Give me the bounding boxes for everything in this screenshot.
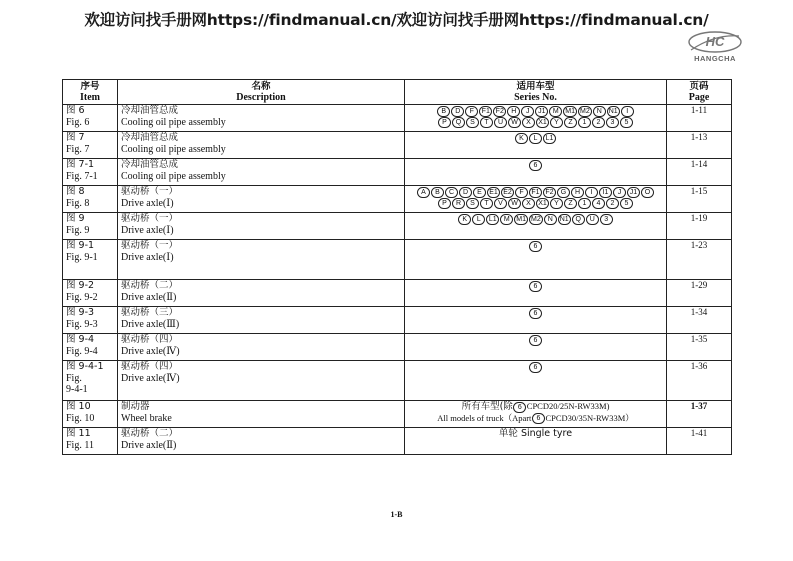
item-label: 图 10 <box>66 401 91 412</box>
series-cell <box>405 213 667 240</box>
series-text: 所有车型(除 <box>461 401 513 412</box>
series-code: M <box>500 214 513 225</box>
page-number: 1-29 <box>690 280 708 290</box>
series-code: T <box>480 198 493 209</box>
description-cell <box>118 307 405 334</box>
series-code: M2 <box>531 215 541 223</box>
series-code: Y <box>550 198 563 209</box>
item-label: Fig. 9-3 <box>66 318 98 330</box>
series-code: 4 <box>592 198 605 209</box>
series-cell <box>405 132 667 159</box>
series-code: R <box>452 198 465 209</box>
table-row <box>63 428 732 455</box>
description-cell <box>118 132 405 159</box>
series-code: L1 <box>486 214 499 225</box>
hangcha-logo-mark <box>685 30 745 56</box>
series-code: K <box>515 133 528 144</box>
series-code-line <box>408 105 663 117</box>
description-label: 驱动桥（一） <box>121 213 179 224</box>
series-text-line <box>408 413 663 425</box>
series-code: F <box>515 187 528 198</box>
item-label: 图 9-4 <box>66 334 95 345</box>
series-code-line <box>408 198 663 210</box>
page-number: 1-41 <box>690 428 708 438</box>
page-number: 1-15 <box>690 186 708 196</box>
description-cell <box>118 105 405 132</box>
description-label: Wheel brake <box>121 412 172 424</box>
series-code: X1 <box>536 198 549 209</box>
series-code: J <box>521 106 534 117</box>
page-number: 1-23 <box>690 240 708 250</box>
series-code: M2 <box>580 107 590 115</box>
item-label: Fig. 9-4 <box>66 345 98 357</box>
item-label: 图 9-4-1 <box>66 361 104 372</box>
description-label: Cooling oil pipe assembly <box>121 170 226 182</box>
series-code: P <box>438 198 451 209</box>
description-cell <box>118 428 405 455</box>
series-code: L <box>472 214 485 225</box>
series-code: P <box>438 117 451 128</box>
page-number: 1-19 <box>690 213 708 223</box>
series-code-line <box>408 280 663 292</box>
item-label: 图 7 <box>66 132 85 143</box>
item-cell <box>63 280 118 307</box>
item-cell <box>63 428 118 455</box>
series-cell <box>405 240 667 280</box>
series-header: 适用车型 Series No. <box>405 80 667 105</box>
page-cell <box>667 105 732 132</box>
item-label: Fig. 6 <box>66 116 90 128</box>
series-code: M1 <box>516 215 526 223</box>
series-code: X <box>522 117 535 128</box>
series-code: N1 <box>558 214 571 225</box>
description-cell <box>118 361 405 401</box>
item-label: Fig. 9-2 <box>66 291 98 303</box>
description-label: Drive axle(Ⅰ) <box>121 224 174 236</box>
table-row <box>63 361 732 401</box>
series-cell <box>405 401 667 428</box>
series-code: 5 <box>620 117 633 128</box>
series-text: CPCD30/35N-RW33M） <box>545 412 634 423</box>
table-row <box>63 105 732 132</box>
series-code: B <box>431 187 444 198</box>
table-body <box>63 105 732 455</box>
hangcha-logo <box>685 30 745 66</box>
series-code: H <box>507 106 520 117</box>
series-code-line <box>408 117 663 129</box>
series-code: S <box>466 198 479 209</box>
page-cell <box>667 132 732 159</box>
item-cell <box>63 186 118 213</box>
series-code: 2 <box>606 198 619 209</box>
item-label: 图 9-1 <box>66 240 95 251</box>
table-row <box>63 213 732 240</box>
series-code: W <box>508 117 521 128</box>
series-code-line <box>408 132 663 144</box>
description-cell <box>118 213 405 240</box>
page-cell <box>667 240 732 280</box>
series-code-line <box>408 213 663 225</box>
series-code: Z <box>564 117 577 128</box>
page-number: 1-37 <box>690 401 708 411</box>
description-cell <box>118 280 405 307</box>
page-cell <box>667 428 732 455</box>
series-code-line <box>408 307 663 319</box>
item-label: Fig. 8 <box>66 197 90 209</box>
item-label: Fig. 9 <box>66 224 90 236</box>
series-code: 6 <box>529 160 542 171</box>
description-cell <box>118 401 405 428</box>
description-label: 驱动桥（一） <box>121 240 179 251</box>
item-cell <box>63 334 118 361</box>
series-code: X1 <box>536 117 549 128</box>
watermark-banner: 欢迎访问找手册网https://findmanual.cn/欢迎访问找手册网https://findmanual.cn/ <box>84 11 709 29</box>
series-code: 1 <box>578 198 591 209</box>
series-code: 6 <box>532 413 545 424</box>
table-row <box>63 307 732 334</box>
item-header: 序号 Item <box>63 80 118 105</box>
series-code: I <box>585 187 598 198</box>
page-number: 1-11 <box>690 105 708 115</box>
page-number: 1-34 <box>690 307 708 317</box>
description-label: Drive axle(Ⅳ) <box>121 372 180 384</box>
item-cell <box>63 401 118 428</box>
series-code: F <box>465 106 478 117</box>
item-cell <box>63 361 118 401</box>
series-code: J <box>613 187 626 198</box>
description-label: Cooling oil pipe assembly <box>121 143 226 155</box>
description-header: 名称 Description <box>118 80 405 105</box>
description-label: 驱动桥（二） <box>121 428 179 439</box>
series-code: F1 <box>529 187 542 198</box>
series-code: Z <box>564 198 577 209</box>
series-code: F2 <box>493 106 506 117</box>
series-code: M1 <box>565 107 575 115</box>
page-cell <box>667 307 732 334</box>
series-code: F2 <box>543 187 556 198</box>
description-label: 驱动桥（四） <box>121 361 179 372</box>
description-label: 冷却油管总成 <box>121 105 179 116</box>
item-label: Fig. 11 <box>66 439 94 451</box>
description-label: 驱动桥（一） <box>121 186 179 197</box>
page-number: 1-14 <box>690 159 708 169</box>
item-label: Fig. 7-1 <box>66 170 98 182</box>
page-cell <box>667 186 732 213</box>
series-code: X <box>522 198 535 209</box>
series-code: 3 <box>606 117 619 128</box>
description-cell <box>118 159 405 186</box>
series-code: G <box>557 187 570 198</box>
series-code: 5 <box>620 198 633 209</box>
series-code: Q <box>572 214 585 225</box>
series-text: CPCD20/25N-RW33M) <box>526 401 610 411</box>
item-label: 图 8 <box>66 186 85 197</box>
series-code: N <box>544 214 557 225</box>
page-cell <box>667 159 732 186</box>
table-row <box>63 334 732 361</box>
page-number: 1-13 <box>690 132 708 142</box>
series-code: N <box>593 106 606 117</box>
hangcha-logo-text: HANGCHA <box>694 54 736 63</box>
item-label: 图 9 <box>66 213 85 224</box>
item-cell <box>63 213 118 240</box>
item-cell <box>63 307 118 334</box>
item-label: 图 9-2 <box>66 280 95 291</box>
table-row <box>63 186 732 213</box>
series-code: J1 <box>535 106 548 117</box>
description-label: Drive axle(Ⅲ) <box>121 318 180 330</box>
page-header: 页码 Page <box>667 80 732 105</box>
series-code: S <box>466 117 479 128</box>
series-cell <box>405 334 667 361</box>
series-code-line <box>408 159 663 171</box>
series-code-line <box>408 186 663 198</box>
item-label: 图 7-1 <box>66 159 95 170</box>
series-code: U <box>586 214 599 225</box>
table-row <box>63 132 732 159</box>
item-cell <box>63 105 118 132</box>
series-code: B <box>437 106 450 117</box>
series-code-line <box>408 334 663 346</box>
series-code: W <box>508 198 521 209</box>
series-code: K <box>458 214 471 225</box>
table-row <box>63 280 732 307</box>
item-cell <box>63 159 118 186</box>
page-cell <box>667 401 732 428</box>
series-code-line <box>408 361 663 373</box>
page-cell <box>667 361 732 401</box>
description-label: Drive axle(Ⅱ) <box>121 439 177 451</box>
description-label: 驱动桥（四） <box>121 334 179 345</box>
description-label: 驱动桥（三） <box>121 307 179 318</box>
series-text: All models of truck（Apart <box>437 412 532 423</box>
series-code: U <box>494 117 507 128</box>
description-label: 冷却油管总成 <box>121 132 179 143</box>
series-code: D <box>451 106 464 117</box>
description-label: 冷却油管总成 <box>121 159 179 170</box>
series-code: N1 <box>607 106 620 117</box>
series-code: 6 <box>529 241 542 252</box>
series-cell <box>405 361 667 401</box>
description-label: 驱动桥（二） <box>121 280 179 291</box>
series-cell <box>405 428 667 455</box>
series-code: I1 <box>599 187 612 198</box>
series-text-line <box>408 401 663 413</box>
series-code: Y <box>550 117 563 128</box>
series-cell <box>405 307 667 334</box>
series-code: E1 <box>487 187 500 198</box>
series-cell <box>405 186 667 213</box>
description-cell <box>118 334 405 361</box>
series-cell <box>405 280 667 307</box>
item-label: 图 6 <box>66 105 85 116</box>
description-label: 制动器 <box>121 401 150 412</box>
series-code: 6 <box>529 308 542 319</box>
description-label: Drive axle(Ⅰ) <box>121 197 174 209</box>
series-cell <box>405 105 667 132</box>
series-code: J1 <box>627 187 640 198</box>
svg-text:HC: HC <box>705 34 725 49</box>
series-code: L <box>529 133 542 144</box>
description-label: Cooling oil pipe assembly <box>121 116 226 128</box>
series-code: 2 <box>592 117 605 128</box>
page-cell <box>667 213 732 240</box>
table-row <box>63 401 732 428</box>
item-cell <box>63 240 118 280</box>
page-footer: 1-B <box>390 510 403 519</box>
series-code: 6 <box>513 402 526 413</box>
series-code-line <box>408 240 663 252</box>
item-label: 9-4-1 <box>66 384 88 395</box>
page-cell <box>667 280 732 307</box>
series-code: A <box>417 187 430 198</box>
series-code: 1 <box>578 117 591 128</box>
series-code: 6 <box>529 362 542 373</box>
description-cell <box>118 186 405 213</box>
series-code: L1 <box>543 133 556 144</box>
page-number: 1-36 <box>690 361 708 371</box>
table-row <box>63 240 732 280</box>
description-cell <box>118 240 405 280</box>
series-code: F1 <box>479 106 492 117</box>
series-cell <box>405 159 667 186</box>
page-cell <box>667 334 732 361</box>
series-code: D <box>459 187 472 198</box>
series-code: O <box>641 187 654 198</box>
item-label: Fig. 10 <box>66 412 95 424</box>
item-cell <box>63 132 118 159</box>
page-number: 1-35 <box>690 334 708 344</box>
series-code: 3 <box>600 214 613 225</box>
description-label: Drive axle(Ⅳ) <box>121 345 180 357</box>
series-code: C <box>445 187 458 198</box>
item-label: 图 11 <box>66 428 91 439</box>
item-label: 图 9-3 <box>66 307 95 318</box>
series-code: T <box>480 117 493 128</box>
table-header-row <box>63 80 732 105</box>
series-code: E <box>473 187 486 198</box>
series-code: 6 <box>529 281 542 292</box>
table-row <box>63 159 732 186</box>
description-label: Drive axle(Ⅱ) <box>121 291 177 303</box>
series-code: V <box>494 198 507 209</box>
series-code: I <box>621 106 634 117</box>
series-code: Q <box>452 117 465 128</box>
series-code: E2 <box>501 187 514 198</box>
description-label: Drive axle(Ⅰ) <box>121 251 174 263</box>
parts-index-table <box>62 79 732 455</box>
series-code: 6 <box>529 335 542 346</box>
series-code: H <box>571 187 584 198</box>
item-label: Fig. 7 <box>66 143 90 155</box>
item-label: Fig. <box>66 372 82 384</box>
item-label: Fig. 9-1 <box>66 251 98 263</box>
series-text: 单轮 Single tyre <box>498 428 573 439</box>
series-code: M <box>549 106 562 117</box>
